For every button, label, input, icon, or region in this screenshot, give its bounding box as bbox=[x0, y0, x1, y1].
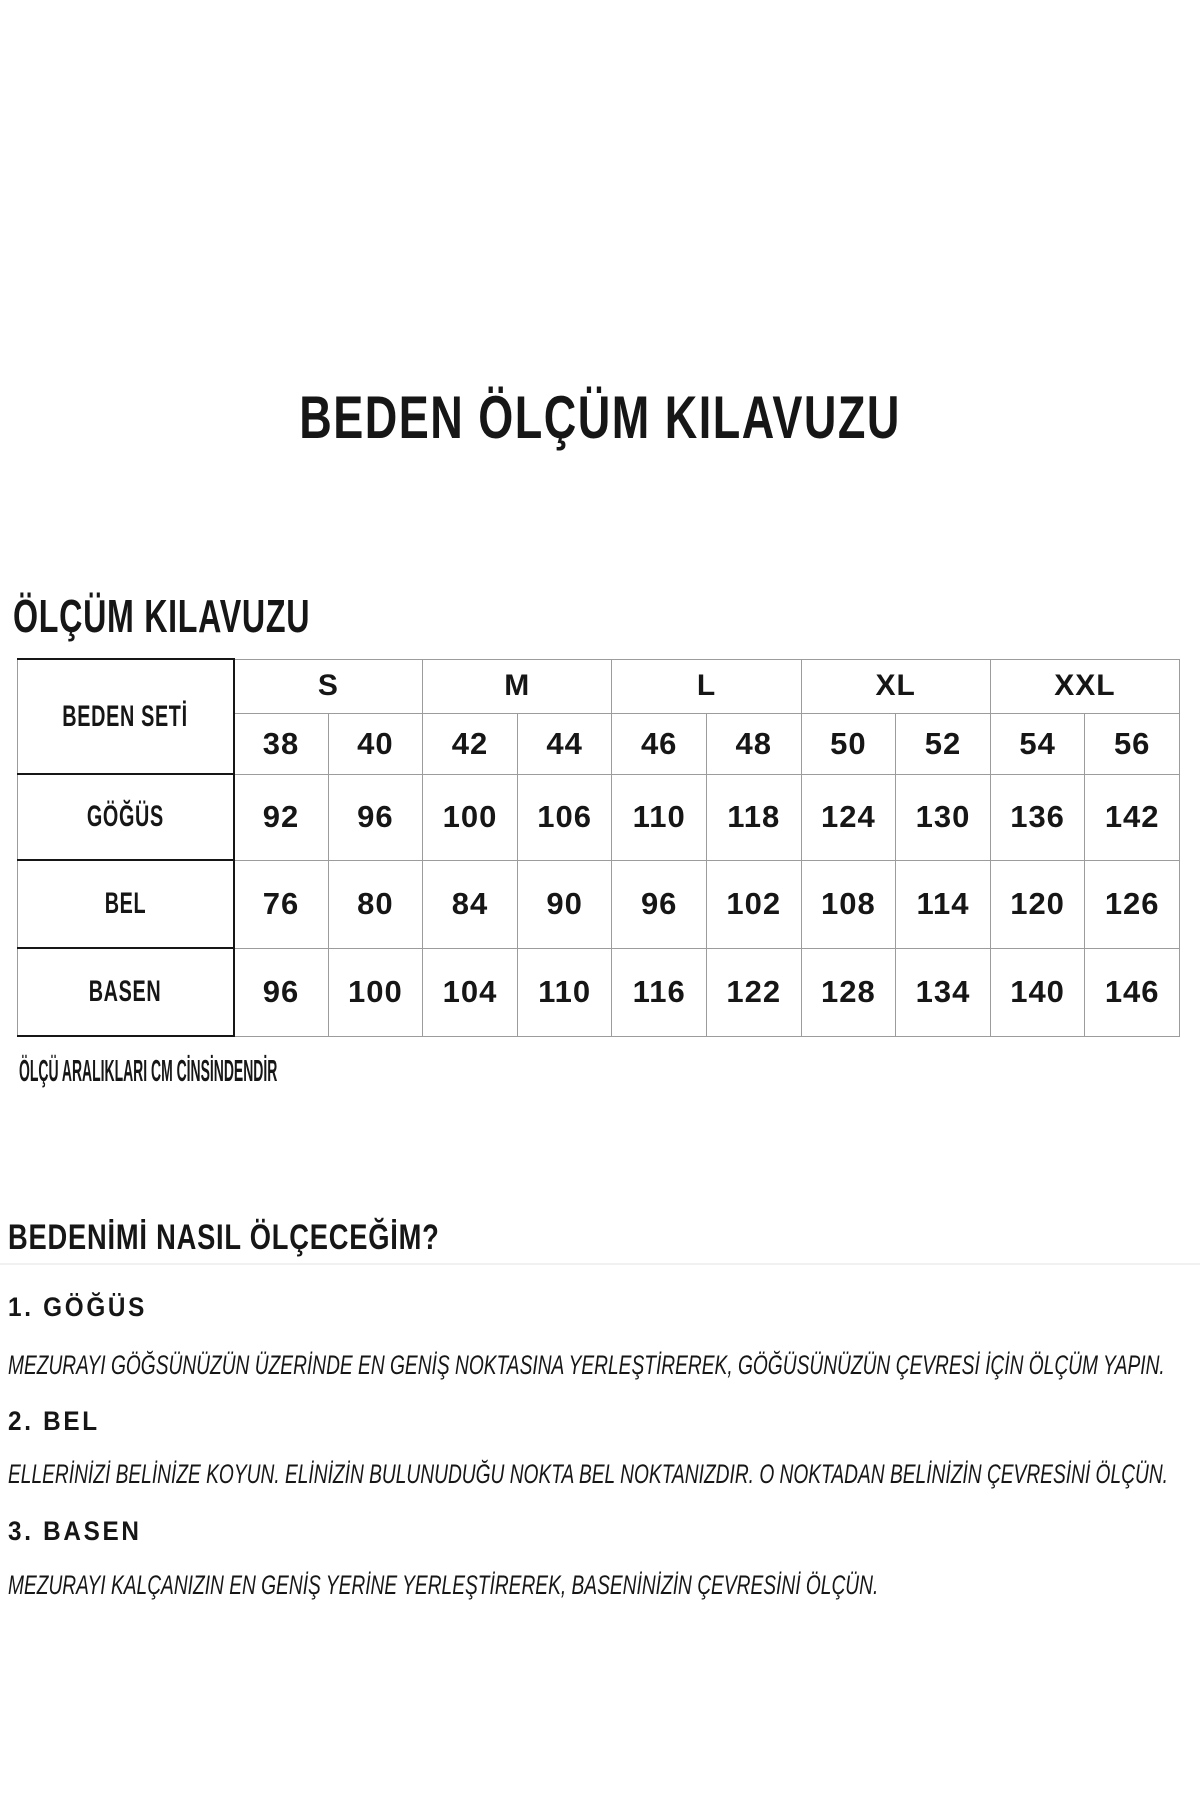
measure-value-cell: 92 bbox=[234, 774, 329, 860]
size-group-m-label: M bbox=[504, 669, 531, 702]
measure-value-cell: 102 bbox=[706, 860, 801, 948]
measure-value-cell: 134 bbox=[896, 948, 991, 1036]
table-row bbox=[18, 659, 1180, 713]
size-number-cell: 44 bbox=[517, 713, 612, 774]
measure-value-cell: 108 bbox=[801, 860, 896, 948]
step-text-bel bbox=[8, 1459, 1200, 1490]
measure-value-cell: 100 bbox=[423, 774, 518, 860]
step-title-basen bbox=[8, 1516, 157, 1547]
size-number-cell: 50 bbox=[801, 713, 896, 774]
measure-label-gogus-text: GÖĞÜS bbox=[86, 800, 164, 833]
measure-value-cell: 118 bbox=[706, 774, 801, 860]
measure-label-gogus bbox=[18, 774, 234, 860]
size-number-cell: 46 bbox=[612, 713, 707, 774]
measure-value-cell: 90 bbox=[517, 860, 612, 948]
size-number-cell: 42 bbox=[423, 713, 518, 774]
size-group-xxl-label: XXL bbox=[1054, 669, 1116, 702]
measure-value-cell: 124 bbox=[801, 774, 896, 860]
step-title-gogus bbox=[8, 1292, 163, 1323]
unit-note bbox=[19, 1053, 593, 1089]
measure-value-cell: 140 bbox=[990, 948, 1085, 1036]
size-table bbox=[17, 658, 1180, 1037]
size-number-cell: 40 bbox=[328, 713, 423, 774]
table-row bbox=[18, 948, 1180, 1036]
step-title-bel bbox=[8, 1406, 110, 1437]
measure-value-cell: 96 bbox=[612, 860, 707, 948]
size-group-xl-label: XL bbox=[875, 669, 916, 702]
measure-value-cell: 120 bbox=[990, 860, 1085, 948]
measure-value-cell: 80 bbox=[328, 860, 423, 948]
size-group-l-label: L bbox=[696, 669, 717, 702]
measure-label-basen bbox=[18, 948, 234, 1036]
measure-value-cell: 96 bbox=[234, 948, 329, 1036]
table-row bbox=[18, 774, 1180, 860]
measure-value-cell: 84 bbox=[423, 860, 518, 948]
step-title-gogus-text: 1. GÖĞÜS bbox=[8, 1292, 148, 1322]
measure-value-cell: 142 bbox=[1085, 774, 1180, 860]
corner-label: BEDEN SETİ bbox=[62, 699, 188, 733]
measure-value-cell: 76 bbox=[234, 860, 329, 948]
measure-value-cell: 130 bbox=[896, 774, 991, 860]
measure-label-bel bbox=[18, 860, 234, 948]
size-number-cell: 56 bbox=[1085, 713, 1180, 774]
measure-value-cell: 122 bbox=[706, 948, 801, 1036]
measure-value-cell: 106 bbox=[517, 774, 612, 860]
size-group-xl bbox=[801, 659, 990, 713]
measure-guide-heading-text: ÖLÇÜM KILAVUZU bbox=[13, 590, 311, 642]
size-number-cell: 38 bbox=[234, 713, 329, 774]
unit-note-text: ÖLÇÜ ARALIKLARI CM CİNSİNDENDİR bbox=[19, 1053, 278, 1088]
step-title-bel-text: 2. BEL bbox=[8, 1406, 100, 1436]
how-to-heading-text: BEDENİMİ NASIL ÖLÇECEĞİM? bbox=[8, 1218, 440, 1257]
measure-guide-heading bbox=[13, 589, 438, 643]
size-group-m bbox=[423, 659, 612, 713]
step-text-gogus bbox=[8, 1350, 1200, 1381]
step-text-basen-text: MEZURAYI KALÇANIZIN EN GENİŞ YERİNE YERLEŞTİREREK, BASENİNİZİN ÇEVRESİNİ ÖLÇÜN. bbox=[8, 1570, 879, 1600]
size-group-l bbox=[612, 659, 801, 713]
step-text-basen bbox=[8, 1570, 1200, 1601]
size-number-cell: 52 bbox=[896, 713, 991, 774]
measure-value-cell: 128 bbox=[801, 948, 896, 1036]
step-text-bel-text: ELLERİNİZİ BELİNİZE KOYUN. ELİNİZİN BULUNUDUĞU NOKTA BEL NOKTANIZDIR. O NOKTADAN BELİNİZİN ÇEVRESİNİ ÖLÇÜN. bbox=[8, 1459, 1168, 1489]
step-title-basen-text: 3. BASEN bbox=[8, 1516, 142, 1546]
page-title-text: BEDEN ÖLÇÜM KILAVUZU bbox=[299, 384, 901, 451]
measure-value-cell: 104 bbox=[423, 948, 518, 1036]
step-text-gogus-text: MEZURAYI GÖĞSÜNÜZÜN ÜZERİNDE EN GENİŞ NOKTASINA YERLEŞTİREREK, GÖĞÜSÜNÜZÜN ÇEVRESİ İÇİN ÖLÇÜM YAPIN. bbox=[8, 1350, 1165, 1380]
size-group-xxl bbox=[990, 659, 1179, 713]
measure-value-cell: 110 bbox=[517, 948, 612, 1036]
measure-label-basen-text: BASEN bbox=[88, 975, 162, 1008]
measure-value-cell: 96 bbox=[328, 774, 423, 860]
corner-label-cell bbox=[18, 659, 234, 774]
measure-value-cell: 116 bbox=[612, 948, 707, 1036]
section-divider bbox=[0, 1263, 1200, 1265]
how-to-heading bbox=[8, 1218, 561, 1258]
size-number-cell: 48 bbox=[706, 713, 801, 774]
measure-value-cell: 114 bbox=[896, 860, 991, 948]
table-row bbox=[18, 860, 1180, 948]
measure-label-bel-text: BEL bbox=[104, 887, 147, 920]
measure-value-cell: 136 bbox=[990, 774, 1085, 860]
measure-value-cell: 126 bbox=[1085, 860, 1180, 948]
size-group-s-label: S bbox=[317, 669, 339, 702]
measure-value-cell: 100 bbox=[328, 948, 423, 1036]
size-number-cell: 54 bbox=[990, 713, 1085, 774]
page-title bbox=[0, 383, 1200, 452]
measure-value-cell: 110 bbox=[612, 774, 707, 860]
size-group-s bbox=[234, 659, 423, 713]
measure-value-cell: 146 bbox=[1085, 948, 1180, 1036]
